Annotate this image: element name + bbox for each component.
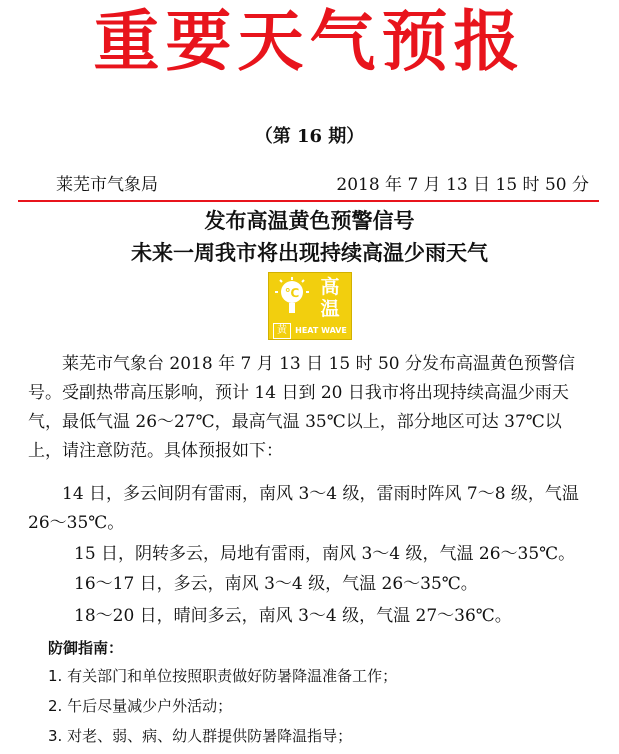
warning-en-label: HEAT WAVE — [295, 326, 347, 335]
warning-cn-label: 高 温 — [320, 276, 340, 320]
warning-level-label: 黄 — [273, 323, 291, 339]
masthead-title: 重要天气预报 — [93, 3, 526, 80]
issue-number: （第 16 期） — [254, 126, 365, 147]
thermometer-sun-icon — [273, 277, 311, 315]
defense-guide-title: 防御指南： — [48, 639, 124, 657]
forecast-day-14: 14 日，多云间阴有雷雨，南风 3～4 级，雷雨时阵风 7～8 级，气温 26～35℃。 — [28, 484, 579, 533]
heat-warning-yellow-icon — [268, 272, 352, 340]
forecast-day-18-20: 18～20 日，晴间多云，南风 3～4 级，气温 27～36℃。 — [74, 606, 512, 626]
guide-item: 1. 有关部门和单位按照职责做好防暑降温准备工作； — [48, 667, 398, 685]
bulletin-meta — [28, 172, 589, 198]
issuer-name: 莱芜市气象局 — [56, 175, 158, 195]
bulletin-paragraph: 莱芜市气象台 2018 年 7 月 13 日 15 时 50 分发布高温黄色预警信号。受副热带高压影响，预计 14 日到 20 日我市将出现持续高温少雨天气，最低气温 26～27℃，最高气温 35℃以上，部分地区可达 37℃以上，请注意防范。具体预报如下： — [28, 354, 576, 461]
forecast-day-15: 15 日，阴转多云，局地有雷雨，南风 3～4 级，气温 26～35℃。 — [74, 544, 576, 564]
issue-datetime: 2018 年 7 月 13 日 15 时 50 分 — [336, 175, 589, 195]
svg-text:℃: ℃ — [284, 286, 300, 300]
headline-summary: 未来一周我市将出现持续高温少雨天气 — [131, 241, 488, 265]
headline-warning: 发布高温黄色预警信号 — [204, 209, 415, 233]
header-divider — [18, 200, 599, 202]
guide-item: 2. 午后尽量减少户外活动； — [48, 697, 233, 715]
guide-item: 3. 对老、弱、病、幼人群提供防暑降温指导； — [48, 727, 353, 745]
forecast-day-16-17: 16～17 日，多云，南风 3～4 级，气温 26～35℃。 — [74, 574, 478, 594]
